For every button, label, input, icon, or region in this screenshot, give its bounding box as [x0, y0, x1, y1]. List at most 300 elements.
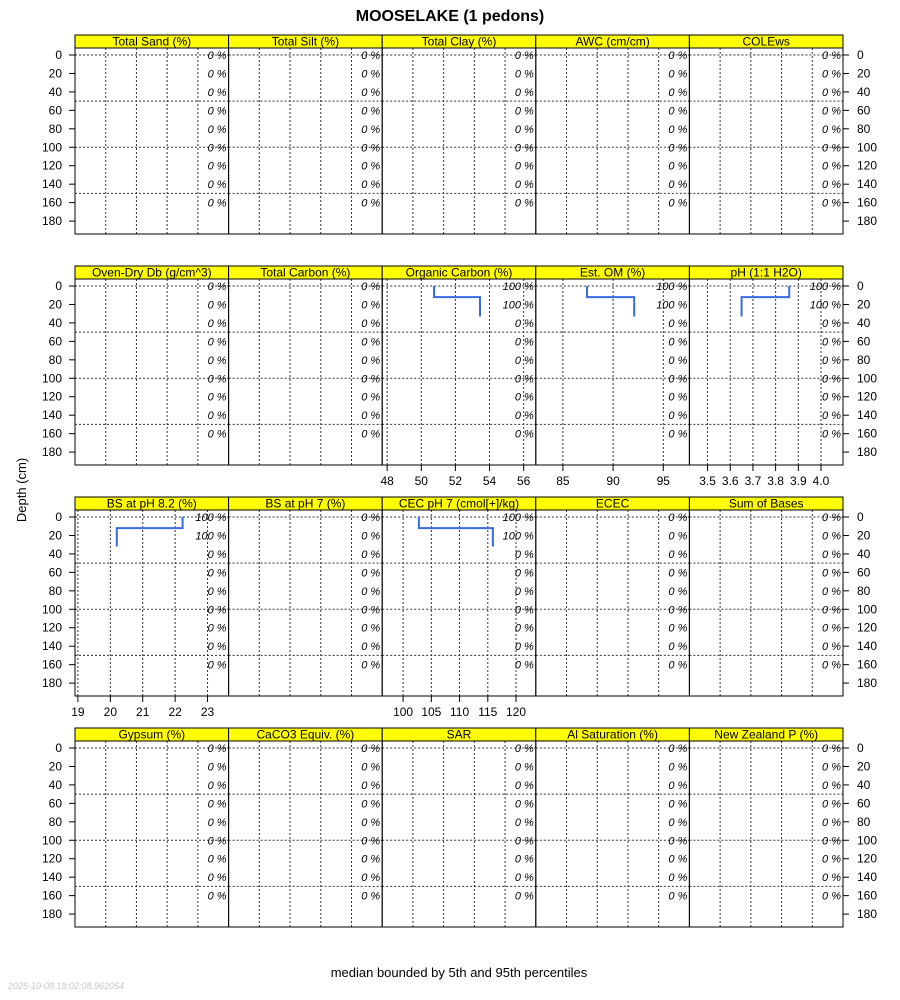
percent-label: 0 % [361, 816, 381, 829]
x-tick-label: 3.8 [767, 474, 784, 488]
y-tick-label: 0 [857, 48, 864, 63]
x-tick-label: 52 [448, 474, 463, 488]
percent-label: 0 % [361, 50, 381, 63]
percent-label: 0 % [207, 761, 227, 774]
y-tick-label: 20 [857, 759, 871, 774]
panel-title: Sum of Bases [728, 496, 804, 511]
x-tick-label: 110 [449, 705, 470, 719]
y-tick-label: 120 [857, 851, 878, 866]
percent-label: 0 % [514, 567, 534, 580]
percent-label: 0 % [668, 373, 688, 386]
percent-label: 0 % [822, 197, 841, 210]
y-tick-label: 80 [857, 814, 871, 829]
percent-label: 0 % [207, 105, 227, 118]
percent-label: 0 % [361, 779, 381, 792]
median-line [587, 286, 634, 316]
y-tick-label: 60 [48, 334, 62, 349]
percent-label: 0 % [668, 798, 688, 811]
percent-label: 0 % [207, 604, 227, 617]
y-tick-label: 140 [857, 408, 878, 423]
panel-title: Total Sand (%) [112, 34, 192, 49]
percent-label: 0 % [207, 853, 227, 866]
panel-title: Total Carbon (%) [260, 265, 351, 280]
percent-label: 0 % [361, 197, 381, 210]
x-tick-label: 105 [421, 705, 442, 719]
percent-label: 0 % [207, 336, 227, 349]
percent-label: 0 % [361, 373, 381, 386]
y-tick-label: 100 [857, 140, 878, 155]
panel-frame [75, 741, 229, 927]
percent-label: 0 % [207, 779, 227, 792]
panel-frame [382, 741, 536, 927]
x-tick-label: 20 [103, 705, 118, 719]
y-tick-label: 0 [55, 741, 62, 756]
percent-label: 0 % [361, 835, 381, 848]
x-tick-label: 115 [478, 705, 498, 719]
percent-label: 0 % [822, 160, 841, 173]
percent-label: 0 % [361, 641, 381, 654]
percent-label: 0 % [668, 622, 688, 635]
percent-label: 0 % [514, 50, 534, 63]
y-tick-label: 80 [48, 121, 62, 136]
percent-label: 0 % [514, 798, 534, 811]
percent-label: 0 % [207, 123, 227, 136]
percent-label: 0 % [514, 853, 534, 866]
percent-label: 0 % [514, 123, 534, 136]
y-tick-label: 120 [857, 158, 878, 173]
percent-label: 0 % [822, 567, 841, 580]
percent-label: 0 % [207, 641, 227, 654]
y-tick-label: 160 [857, 195, 878, 210]
percent-label: 0 % [822, 354, 841, 367]
percent-label: 0 % [207, 317, 227, 330]
percent-label: 0 % [668, 835, 688, 848]
percent-label: 0 % [207, 548, 227, 561]
y-tick-label: 100 [857, 602, 878, 617]
y-tick-label: 100 [41, 371, 62, 386]
y-tick-label: 180 [857, 445, 878, 460]
percent-label: 0 % [514, 373, 534, 386]
median-line [419, 517, 493, 547]
percent-label: 0 % [207, 798, 227, 811]
percent-label: 0 % [822, 798, 841, 811]
percent-label: 0 % [514, 410, 534, 423]
percent-label: 0 % [822, 373, 841, 386]
x-tick-label: 95 [656, 474, 670, 488]
panel-frame [536, 510, 690, 696]
x-tick-label: 21 [136, 705, 150, 719]
y-tick-label: 60 [857, 103, 871, 118]
panel-title: Gypsum (%) [118, 727, 186, 742]
y-tick-label: 20 [48, 297, 62, 312]
percent-label: 0 % [668, 548, 688, 561]
percent-label: 0 % [668, 105, 688, 118]
x-tick-label: 50 [414, 474, 428, 488]
y-tick-label: 80 [48, 814, 62, 829]
percent-label: 0 % [822, 835, 841, 848]
y-tick-label: 20 [857, 528, 871, 543]
y-tick-label: 160 [41, 888, 62, 903]
panel-title: Est. OM (%) [579, 265, 646, 280]
median-line [117, 517, 183, 547]
panel-frame [229, 741, 383, 927]
panel-title: AWC (cm/cm) [575, 34, 650, 49]
y-tick-label: 140 [41, 408, 62, 423]
timestamp: 2025-10-08 18:02:08.962054 [8, 981, 125, 991]
percent-label: 0 % [668, 142, 688, 155]
percent-label: 0 % [822, 659, 841, 672]
percent-label: 0 % [822, 105, 841, 118]
median-line [434, 286, 480, 316]
x-tick-label: 100 [393, 705, 414, 719]
percent-label: 0 % [361, 548, 381, 561]
percent-label: 0 % [822, 641, 841, 654]
percent-label: 0 % [668, 761, 688, 774]
percent-label: 0 % [207, 567, 227, 580]
percent-label: 0 % [361, 410, 381, 423]
y-tick-label: 160 [41, 426, 62, 441]
y-tick-label: 60 [857, 565, 871, 580]
y-tick-label: 40 [48, 84, 62, 99]
percent-label: 0 % [207, 50, 227, 63]
y-tick-label: 100 [41, 140, 62, 155]
percent-label: 0 % [514, 872, 534, 885]
percent-label: 0 % [514, 197, 534, 210]
x-tick-label: 54 [482, 474, 497, 488]
panel-frame [689, 48, 843, 234]
percent-label: 0 % [822, 410, 841, 423]
percent-label: 0 % [822, 761, 841, 774]
percent-label: 0 % [514, 604, 534, 617]
percent-label: 0 % [361, 428, 381, 441]
percent-label: 0 % [207, 391, 227, 404]
y-tick-label: 180 [857, 214, 878, 229]
y-tick-label: 180 [41, 676, 62, 691]
y-tick-label: 80 [48, 583, 62, 598]
chart-title: MOOSELAKE (1 pedons) [355, 8, 545, 25]
panel-title: Total Silt (%) [271, 34, 340, 49]
y-tick-label: 40 [857, 546, 871, 561]
panel-title: CEC pH 7 (cmol[+]/kg) [398, 496, 520, 511]
y-tick-label: 40 [48, 315, 62, 330]
percent-label: 0 % [668, 890, 688, 903]
panel-frame [536, 741, 690, 927]
percent-label: 0 % [361, 299, 381, 312]
y-tick-label: 20 [857, 297, 871, 312]
percent-label: 0 % [822, 779, 841, 792]
y-tick-label: 40 [857, 777, 871, 792]
y-tick-label: 60 [857, 334, 871, 349]
percent-label: 0 % [822, 604, 841, 617]
percent-label: 100 % [195, 512, 227, 525]
y-tick-label: 80 [857, 352, 871, 367]
y-tick-label: 0 [857, 279, 864, 294]
percent-label: 0 % [361, 890, 381, 903]
percent-label: 100 % [502, 530, 534, 543]
x-tick-label: 23 [200, 705, 215, 719]
percent-label: 0 % [514, 354, 534, 367]
percent-label: 0 % [514, 179, 534, 192]
percent-label: 0 % [822, 179, 841, 192]
y-tick-label: 180 [41, 907, 62, 922]
y-tick-label: 120 [857, 620, 878, 635]
percent-label: 0 % [668, 68, 688, 81]
panel-frame [229, 279, 383, 465]
y-tick-label: 160 [857, 888, 878, 903]
percent-label: 0 % [668, 585, 688, 598]
percent-label: 0 % [361, 659, 381, 672]
percent-label: 0 % [361, 68, 381, 81]
percent-label: 0 % [361, 317, 381, 330]
percent-label: 0 % [668, 336, 688, 349]
panel-title: BS at pH 8.2 (%) [106, 496, 197, 511]
x-tick-label: 90 [606, 474, 620, 488]
percent-label: 0 % [514, 160, 534, 173]
percent-label: 0 % [207, 86, 227, 99]
percent-label: 0 % [207, 160, 227, 173]
y-tick-label: 160 [41, 195, 62, 210]
percent-label: 0 % [361, 142, 381, 155]
y-tick-label: 100 [857, 371, 878, 386]
percent-label: 0 % [822, 391, 841, 404]
y-tick-label: 140 [857, 177, 878, 192]
percent-label: 0 % [822, 530, 841, 543]
percent-label: 0 % [361, 585, 381, 598]
panel-frame [229, 510, 383, 696]
percent-label: 0 % [207, 354, 227, 367]
percent-label: 0 % [668, 179, 688, 192]
panel-frame [382, 48, 536, 234]
percent-label: 0 % [207, 428, 227, 441]
percent-label: 0 % [514, 428, 534, 441]
panel-title: Total Clay (%) [421, 34, 497, 49]
panel-frame [75, 279, 229, 465]
y-tick-label: 120 [41, 389, 62, 404]
percent-label: 0 % [514, 105, 534, 118]
percent-label: 100 % [502, 512, 534, 525]
percent-label: 0 % [822, 548, 841, 561]
percent-label: 100 % [502, 281, 534, 294]
percent-label: 0 % [668, 317, 688, 330]
y-tick-label: 180 [41, 214, 62, 229]
percent-label: 0 % [822, 50, 841, 63]
percent-label: 0 % [822, 853, 841, 866]
x-tick-label: 48 [380, 474, 394, 488]
percent-label: 0 % [361, 160, 381, 173]
percent-label: 0 % [822, 585, 841, 598]
percent-label: 0 % [514, 317, 534, 330]
percent-label: 0 % [207, 179, 227, 192]
y-tick-label: 60 [48, 565, 62, 580]
percent-label: 0 % [207, 872, 227, 885]
percent-label: 0 % [668, 512, 688, 525]
percent-label: 100 % [656, 281, 688, 294]
y-tick-label: 140 [857, 639, 878, 654]
y-axis-label: Depth (cm) [14, 457, 29, 523]
percent-label: 0 % [822, 86, 841, 99]
percent-label: 0 % [514, 659, 534, 672]
y-tick-label: 80 [857, 121, 871, 136]
percent-label: 100 % [809, 299, 841, 312]
percent-label: 0 % [822, 142, 841, 155]
percent-label: 0 % [207, 299, 227, 312]
percent-label: 0 % [361, 336, 381, 349]
percent-label: 0 % [668, 816, 688, 829]
percent-label: 0 % [822, 743, 841, 756]
x-tick-label: 3.6 [721, 474, 739, 488]
y-tick-label: 60 [857, 796, 871, 811]
percent-label: 0 % [514, 86, 534, 99]
percent-label: 0 % [361, 86, 381, 99]
x-tick-label: 3.5 [699, 474, 716, 488]
panel-frame [75, 48, 229, 234]
x-tick-label: 85 [556, 474, 570, 488]
percent-label: 0 % [514, 890, 534, 903]
percent-label: 0 % [361, 604, 381, 617]
percent-label: 0 % [514, 816, 534, 829]
panel-title: Oven-Dry Db (g/cm^3) [91, 265, 212, 280]
y-tick-label: 160 [857, 426, 878, 441]
y-tick-label: 140 [41, 639, 62, 654]
x-tick-label: 22 [168, 705, 182, 719]
y-tick-label: 100 [857, 833, 878, 848]
percent-label: 0 % [668, 428, 688, 441]
percent-label: 0 % [668, 641, 688, 654]
y-tick-label: 140 [41, 177, 62, 192]
percent-label: 0 % [668, 410, 688, 423]
y-tick-label: 20 [857, 66, 871, 81]
x-tick-label: 120 [506, 705, 527, 719]
panel-title: pH (1:1 H2O) [730, 265, 802, 280]
percent-label: 0 % [361, 123, 381, 136]
percent-label: 0 % [514, 743, 534, 756]
percent-label: 0 % [514, 548, 534, 561]
y-tick-label: 120 [41, 158, 62, 173]
panel-title: Organic Carbon (%) [405, 265, 513, 280]
y-tick-label: 20 [48, 759, 62, 774]
percent-label: 0 % [514, 391, 534, 404]
y-tick-label: 80 [857, 583, 871, 598]
percent-label: 0 % [207, 197, 227, 210]
y-tick-label: 180 [857, 907, 878, 922]
percent-label: 0 % [207, 281, 227, 294]
percent-label: 0 % [668, 659, 688, 672]
y-tick-label: 0 [55, 48, 62, 63]
x-tick-label: 56 [517, 474, 531, 488]
percent-label: 0 % [822, 336, 841, 349]
panel-title: SAR [446, 727, 472, 742]
percent-label: 0 % [361, 179, 381, 192]
percent-label: 0 % [514, 835, 534, 848]
percent-label: 0 % [668, 872, 688, 885]
percent-label: 0 % [668, 354, 688, 367]
percent-label: 0 % [361, 530, 381, 543]
percent-label: 0 % [514, 142, 534, 155]
y-tick-label: 100 [41, 833, 62, 848]
percent-label: 100 % [809, 281, 841, 294]
percent-label: 0 % [361, 281, 381, 294]
y-tick-label: 40 [857, 84, 871, 99]
percent-label: 0 % [822, 512, 841, 525]
percent-label: 0 % [361, 872, 381, 885]
percent-label: 0 % [668, 50, 688, 63]
y-tick-label: 40 [48, 777, 62, 792]
panel-title: Al Saturation (%) [567, 727, 658, 742]
percent-label: 0 % [668, 779, 688, 792]
percent-label: 100 % [502, 299, 534, 312]
y-tick-label: 0 [857, 510, 864, 525]
x-tick-label: 3.9 [789, 474, 807, 488]
y-tick-label: 160 [41, 657, 62, 672]
x-tick-label: 3.7 [744, 474, 762, 488]
percent-label: 0 % [361, 761, 381, 774]
percent-label: 0 % [668, 123, 688, 136]
percent-label: 0 % [668, 160, 688, 173]
y-tick-label: 160 [857, 657, 878, 672]
y-tick-label: 120 [857, 389, 878, 404]
percent-label: 0 % [822, 890, 841, 903]
percent-label: 0 % [207, 410, 227, 423]
percent-label: 0 % [668, 604, 688, 617]
percent-label: 0 % [668, 391, 688, 404]
x-tick-label: 4.0 [812, 474, 830, 488]
y-tick-label: 20 [48, 66, 62, 81]
percent-label: 0 % [361, 622, 381, 635]
y-tick-label: 40 [857, 315, 871, 330]
y-tick-label: 40 [48, 546, 62, 561]
panel-title: ECEC [595, 496, 630, 511]
percent-label: 0 % [514, 622, 534, 635]
percent-label: 0 % [514, 761, 534, 774]
panel-title: CaCO3 Equiv. (%) [256, 727, 355, 742]
panel-title: BS at pH 7 (%) [265, 496, 346, 511]
percent-label: 100 % [656, 299, 688, 312]
panel-frame [689, 741, 843, 927]
percent-label: 0 % [361, 743, 381, 756]
y-tick-label: 0 [55, 510, 62, 525]
percent-label: 0 % [822, 123, 841, 136]
percent-label: 0 % [207, 659, 227, 672]
y-tick-label: 80 [48, 352, 62, 367]
y-tick-label: 60 [48, 103, 62, 118]
percent-label: 0 % [822, 317, 841, 330]
y-tick-label: 180 [857, 676, 878, 691]
percent-label: 0 % [822, 622, 841, 635]
percent-label: 0 % [361, 853, 381, 866]
panel-frame [229, 48, 383, 234]
y-tick-label: 0 [857, 741, 864, 756]
panel-title: New Zealand P (%) [714, 727, 819, 742]
percent-label: 0 % [514, 336, 534, 349]
y-tick-label: 120 [41, 851, 62, 866]
percent-label: 0 % [207, 373, 227, 386]
percent-label: 0 % [361, 567, 381, 580]
percent-label: 0 % [514, 779, 534, 792]
percent-label: 0 % [822, 68, 841, 81]
percent-label: 0 % [207, 835, 227, 848]
panel-frame [536, 48, 690, 234]
panel-title: COLEws [742, 34, 790, 49]
median-line [742, 286, 790, 316]
percent-label: 0 % [361, 512, 381, 525]
percent-label: 0 % [361, 798, 381, 811]
percent-label: 0 % [668, 853, 688, 866]
y-tick-label: 60 [48, 796, 62, 811]
percent-label: 0 % [207, 890, 227, 903]
y-tick-label: 0 [55, 279, 62, 294]
percent-label: 0 % [668, 530, 688, 543]
percent-label: 0 % [207, 142, 227, 155]
